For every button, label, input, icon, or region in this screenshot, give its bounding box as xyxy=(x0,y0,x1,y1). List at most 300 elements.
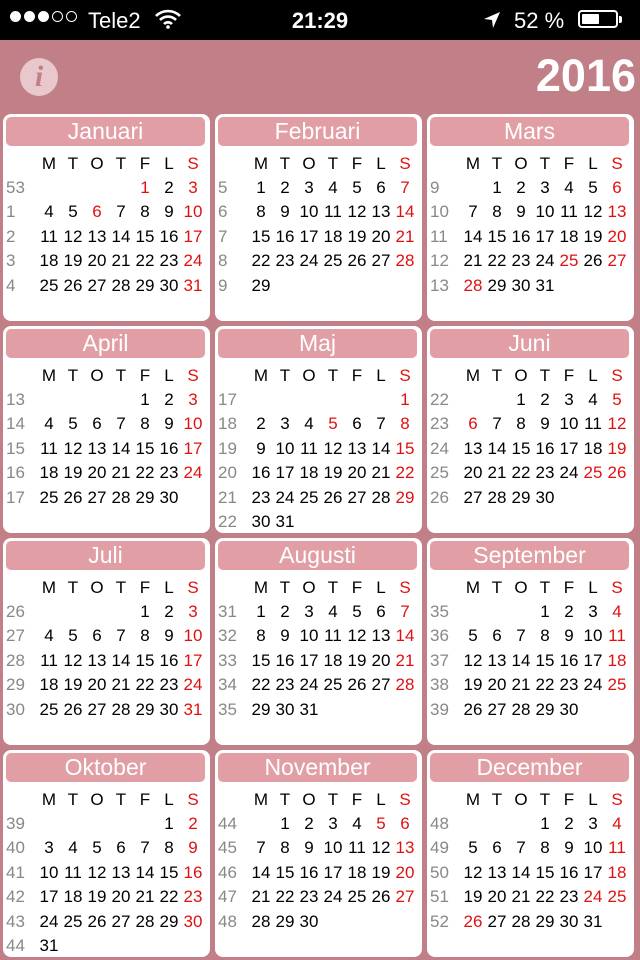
month-card-juli[interactable] xyxy=(3,538,210,745)
weekday-header: L xyxy=(376,366,386,385)
day-cell: 1 xyxy=(280,814,290,833)
day-cell: 25 xyxy=(323,251,343,271)
day-cell: 8 xyxy=(256,202,266,222)
week-number: 43 xyxy=(6,911,25,931)
weekday-header: M xyxy=(41,578,57,597)
day-cell: 19 xyxy=(323,463,343,483)
day-cell: 2 xyxy=(280,602,290,621)
day-cell: 10 xyxy=(183,414,203,434)
carrier-name: Tele2 xyxy=(88,8,141,33)
day-cell: 1 xyxy=(540,814,550,833)
day-cell: 19 xyxy=(583,226,603,246)
day-cell: 9 xyxy=(564,838,574,858)
day-cell: 30 xyxy=(535,487,555,507)
month-title: Juni xyxy=(430,329,629,358)
day-cell: 3 xyxy=(540,178,550,197)
day-cell: 5 xyxy=(92,838,102,858)
day-cell: 14 xyxy=(511,862,531,882)
week-number: 17 xyxy=(218,390,237,409)
week-number: 39 xyxy=(430,699,449,719)
day-cell: 11 xyxy=(608,626,626,646)
day-cell: 27 xyxy=(347,487,367,507)
day-cell: 7 xyxy=(516,626,526,646)
day-cell: 1 xyxy=(256,602,266,621)
day-cell: 3 xyxy=(588,814,598,833)
day-cell: 4 xyxy=(612,814,622,833)
week-number: 40 xyxy=(6,838,25,858)
day-cell: 13 xyxy=(487,862,507,882)
day-cell: 9 xyxy=(164,202,174,222)
day-cell: 20 xyxy=(487,675,507,695)
day-cell: 24 xyxy=(183,463,203,483)
day-cell: 6 xyxy=(468,414,478,434)
weekday-header: L xyxy=(588,790,598,809)
week-number: 2 xyxy=(6,226,16,246)
week-number: 3 xyxy=(6,251,16,271)
day-cell: 18 xyxy=(39,251,59,271)
week-number: 30 xyxy=(6,699,25,719)
weekday-header: T xyxy=(115,578,127,597)
day-cell: 9 xyxy=(540,414,550,434)
day-cell: 15 xyxy=(159,862,179,882)
day-cell: 16 xyxy=(559,650,579,670)
weekday-header: L xyxy=(164,578,174,597)
day-cell: 19 xyxy=(347,650,367,670)
day-cell: 23 xyxy=(159,463,179,483)
weekday-header: S xyxy=(611,790,623,809)
day-cell: 21 xyxy=(395,226,415,246)
day-cell: 19 xyxy=(63,463,83,483)
day-cell: 30 xyxy=(159,275,179,295)
day-cell: 15 xyxy=(135,650,155,670)
day-cell: 17 xyxy=(323,862,343,882)
day-cell: 3 xyxy=(188,602,198,621)
day-cell: 24 xyxy=(39,911,59,931)
weekday-header: L xyxy=(588,154,598,173)
day-cell: 2 xyxy=(256,414,266,434)
day-cell: 11 xyxy=(560,202,578,222)
day-cell: 26 xyxy=(463,911,483,931)
day-cell: 9 xyxy=(164,414,174,434)
weekday-header: L xyxy=(164,154,174,173)
day-cell: 22 xyxy=(159,887,179,907)
day-cell: 2 xyxy=(304,814,314,833)
day-cell: 28 xyxy=(111,699,131,719)
day-cell: 21 xyxy=(511,887,531,907)
weekday-header: T xyxy=(327,790,339,809)
day-cell: 18 xyxy=(63,887,83,907)
day-cell: 23 xyxy=(535,463,555,483)
week-number: 12 xyxy=(430,251,449,271)
day-cell: 19 xyxy=(607,438,627,458)
weekday-header: L xyxy=(376,154,386,173)
day-cell: 12 xyxy=(371,838,391,858)
week-number: 23 xyxy=(430,414,449,434)
day-cell: 26 xyxy=(347,675,367,695)
day-cell: 31 xyxy=(535,275,555,295)
day-cell: 13 xyxy=(87,650,107,670)
day-cell: 26 xyxy=(371,887,391,907)
weekday-header: O xyxy=(514,366,528,385)
week-number: 37 xyxy=(430,650,449,670)
day-cell: 2 xyxy=(516,178,526,197)
day-cell: 17 xyxy=(183,438,203,458)
week-number: 52 xyxy=(430,911,449,931)
day-cell: 23 xyxy=(159,251,179,271)
day-cell: 14 xyxy=(395,626,415,646)
month-card-oktober[interactable] xyxy=(3,750,210,957)
day-cell: 14 xyxy=(463,226,483,246)
day-cell: 10 xyxy=(299,626,319,646)
week-number: 5 xyxy=(218,178,228,197)
month-title: December xyxy=(430,753,629,782)
week-number: 29 xyxy=(6,675,25,695)
day-cell: 17 xyxy=(183,226,203,246)
day-cell: 19 xyxy=(347,226,367,246)
weekday-header: O xyxy=(90,154,104,173)
day-cell: 4 xyxy=(44,626,54,646)
info-button[interactable]: i xyxy=(20,58,58,96)
day-cell: 2 xyxy=(164,390,174,409)
location-arrow-icon xyxy=(482,10,502,36)
day-cell: 30 xyxy=(559,699,579,719)
month-card-februari[interactable] xyxy=(215,114,422,321)
day-cell: 18 xyxy=(607,650,627,670)
month-card-november[interactable] xyxy=(215,750,422,957)
day-cell: 16 xyxy=(535,438,555,458)
day-cell: 8 xyxy=(164,838,174,858)
day-cell: 30 xyxy=(299,911,319,931)
day-cell: 17 xyxy=(299,650,319,670)
day-cell: 10 xyxy=(183,202,203,222)
day-cell: 18 xyxy=(607,862,627,882)
weekday-header: T xyxy=(539,366,551,385)
weekday-header: L xyxy=(376,578,386,597)
day-cell: 14 xyxy=(511,650,531,670)
day-cell: 27 xyxy=(371,675,391,695)
day-cell: 3 xyxy=(328,814,338,833)
day-cell: 4 xyxy=(612,602,622,621)
day-cell: 27 xyxy=(395,887,415,907)
day-cell: 16 xyxy=(159,650,179,670)
day-cell: 8 xyxy=(140,414,150,434)
day-cell: 1 xyxy=(540,602,550,621)
day-cell: 9 xyxy=(304,838,314,858)
day-cell: 27 xyxy=(371,251,391,271)
month-card-mars[interactable] xyxy=(427,114,634,321)
day-cell: 7 xyxy=(116,414,126,434)
day-cell: 28 xyxy=(111,275,131,295)
day-cell: 11 xyxy=(40,438,58,458)
day-cell: 28 xyxy=(251,911,271,931)
day-cell: 23 xyxy=(511,251,531,271)
month-card-juni[interactable] xyxy=(427,326,634,533)
day-cell: 29 xyxy=(275,911,295,931)
day-cell: 14 xyxy=(111,438,131,458)
day-cell: 26 xyxy=(463,699,483,719)
week-number: 26 xyxy=(6,602,25,621)
month-title: Januari xyxy=(6,117,205,146)
day-cell: 29 xyxy=(511,487,531,507)
day-cell: 20 xyxy=(395,862,415,882)
month-card-maj[interactable] xyxy=(215,326,422,533)
day-cell: 25 xyxy=(39,275,59,295)
day-cell: 15 xyxy=(275,862,295,882)
day-cell: 18 xyxy=(559,226,579,246)
day-cell: 11 xyxy=(40,650,58,670)
month-title: Juli xyxy=(6,541,205,570)
day-cell: 20 xyxy=(463,463,483,483)
clock: 21:29 xyxy=(291,8,349,33)
day-cell: 21 xyxy=(487,463,507,483)
months-grid xyxy=(0,112,640,960)
weekday-header: F xyxy=(139,154,151,173)
weekday-header: S xyxy=(611,154,623,173)
day-cell: 7 xyxy=(400,602,410,621)
week-number: 47 xyxy=(218,887,237,907)
day-cell: 2 xyxy=(164,178,174,197)
day-cell: 16 xyxy=(559,862,579,882)
day-cell: 30 xyxy=(183,911,203,931)
week-number: 36 xyxy=(430,626,449,646)
day-cell: 23 xyxy=(559,887,579,907)
day-cell: 13 xyxy=(487,650,507,670)
weekday-header: F xyxy=(351,154,363,173)
month-card-april[interactable] xyxy=(3,326,210,533)
weekday-header: O xyxy=(514,154,528,173)
day-cell: 6 xyxy=(376,178,386,197)
week-number: 50 xyxy=(430,862,449,882)
month-card-december[interactable] xyxy=(427,750,634,957)
day-cell: 23 xyxy=(559,675,579,695)
day-cell: 30 xyxy=(511,275,531,295)
month-card-september[interactable] xyxy=(427,538,634,745)
week-number: 51 xyxy=(430,887,449,907)
day-cell: 23 xyxy=(159,675,179,695)
weekday-header: L xyxy=(588,578,598,597)
day-cell: 13 xyxy=(87,438,107,458)
day-cell: 18 xyxy=(347,862,367,882)
week-number: 33 xyxy=(218,650,237,670)
weekday-header: L xyxy=(588,366,598,385)
month-title: Oktober xyxy=(6,753,205,782)
day-cell: 17 xyxy=(299,226,319,246)
day-cell: 26 xyxy=(63,699,83,719)
day-cell: 29 xyxy=(487,275,507,295)
weekday-header: S xyxy=(611,366,623,385)
day-cell: 20 xyxy=(111,887,131,907)
day-cell: 17 xyxy=(39,887,59,907)
day-cell: 18 xyxy=(299,463,319,483)
day-cell: 25 xyxy=(583,463,603,483)
day-cell: 23 xyxy=(183,887,203,907)
weekday-header: F xyxy=(563,366,575,385)
weekday-header: F xyxy=(351,578,363,597)
week-number: 1 xyxy=(6,202,16,222)
weekday-header: M xyxy=(253,366,269,385)
day-cell: 1 xyxy=(140,602,150,621)
day-cell: 11 xyxy=(324,202,342,222)
day-cell: 12 xyxy=(323,438,343,458)
day-cell: 28 xyxy=(511,911,531,931)
week-number: 25 xyxy=(430,463,449,483)
day-cell: 5 xyxy=(68,626,78,646)
week-number: 11 xyxy=(430,226,448,246)
day-cell: 12 xyxy=(63,226,83,246)
weekday-header: S xyxy=(187,154,199,173)
day-cell: 16 xyxy=(251,463,271,483)
weekday-header: T xyxy=(491,154,503,173)
day-cell: 2 xyxy=(564,602,574,621)
day-cell: 4 xyxy=(564,178,574,197)
day-cell: 12 xyxy=(347,202,367,222)
day-cell: 12 xyxy=(63,438,83,458)
day-cell: 8 xyxy=(540,626,550,646)
day-cell: 16 xyxy=(275,226,295,246)
weekday-header: O xyxy=(90,790,104,809)
month-card-augusti[interactable] xyxy=(215,538,422,745)
day-cell: 29 xyxy=(535,911,555,931)
day-cell: 3 xyxy=(188,178,198,197)
day-cell: 1 xyxy=(140,390,150,409)
day-cell: 27 xyxy=(111,911,131,931)
day-cell: 25 xyxy=(63,911,83,931)
day-cell: 27 xyxy=(87,487,107,507)
week-number: 44 xyxy=(6,936,25,955)
header xyxy=(0,40,640,112)
day-cell: 24 xyxy=(535,251,555,271)
day-cell: 7 xyxy=(400,178,410,197)
weekday-header: O xyxy=(514,578,528,597)
day-cell: 22 xyxy=(535,887,555,907)
day-cell: 25 xyxy=(299,487,319,507)
day-cell: 7 xyxy=(116,202,126,222)
week-number: 45 xyxy=(218,838,237,858)
day-cell: 26 xyxy=(607,463,627,483)
day-cell: 9 xyxy=(188,838,198,858)
day-cell: 18 xyxy=(323,226,343,246)
day-cell: 28 xyxy=(395,675,415,695)
weekday-header: O xyxy=(302,578,316,597)
day-cell: 15 xyxy=(535,862,555,882)
day-cell: 24 xyxy=(275,487,295,507)
day-cell: 5 xyxy=(376,814,386,833)
day-cell: 21 xyxy=(511,675,531,695)
day-cell: 20 xyxy=(371,226,391,246)
day-cell: 21 xyxy=(395,650,415,670)
weekday-header: F xyxy=(351,790,363,809)
day-cell: 24 xyxy=(559,463,579,483)
day-cell: 18 xyxy=(39,675,59,695)
week-number: 41 xyxy=(6,862,25,882)
day-cell: 3 xyxy=(188,390,198,409)
weekday-header: O xyxy=(90,578,104,597)
day-cell: 4 xyxy=(44,414,54,434)
day-cell: 26 xyxy=(63,487,83,507)
day-cell: 3 xyxy=(588,602,598,621)
week-number: 9 xyxy=(218,275,228,295)
day-cell: 3 xyxy=(304,602,314,621)
battery-level xyxy=(582,14,599,24)
week-number: 4 xyxy=(6,275,16,295)
day-cell: 20 xyxy=(87,463,107,483)
day-cell: 16 xyxy=(299,862,319,882)
battery-icon xyxy=(578,10,618,28)
day-cell: 9 xyxy=(280,626,290,646)
day-cell: 15 xyxy=(511,438,531,458)
day-cell: 11 xyxy=(608,838,626,858)
day-cell: 10 xyxy=(323,838,343,858)
week-number: 21 xyxy=(218,487,237,507)
weekday-header: T xyxy=(279,154,291,173)
day-cell: 15 xyxy=(251,650,271,670)
day-cell: 22 xyxy=(275,887,295,907)
day-cell: 10 xyxy=(183,626,203,646)
week-number: 48 xyxy=(430,814,449,833)
week-number: 49 xyxy=(430,838,449,858)
day-cell: 4 xyxy=(328,602,338,621)
month-title: Maj xyxy=(218,329,417,358)
day-cell: 22 xyxy=(511,463,531,483)
day-cell: 4 xyxy=(328,178,338,197)
day-cell: 28 xyxy=(371,487,391,507)
day-cell: 13 xyxy=(371,626,391,646)
month-title: September xyxy=(430,541,629,570)
day-cell: 16 xyxy=(275,650,295,670)
day-cell: 9 xyxy=(564,626,574,646)
week-number: 13 xyxy=(6,390,25,409)
day-cell: 10 xyxy=(559,414,579,434)
day-cell: 24 xyxy=(299,251,319,271)
day-cell: 14 xyxy=(395,202,415,222)
day-cell: 22 xyxy=(135,675,155,695)
weekday-header: M xyxy=(253,154,269,173)
weekday-header: S xyxy=(399,154,411,173)
weekday-header: M xyxy=(465,790,481,809)
weekday-header: T xyxy=(279,578,291,597)
day-cell: 15 xyxy=(251,226,271,246)
week-number: 53 xyxy=(6,178,25,197)
day-cell: 13 xyxy=(111,862,131,882)
day-cell: 2 xyxy=(164,602,174,621)
day-cell: 28 xyxy=(135,911,155,931)
weekday-header: M xyxy=(41,366,57,385)
day-cell: 29 xyxy=(159,911,179,931)
day-cell: 29 xyxy=(535,699,555,719)
day-cell: 19 xyxy=(87,887,107,907)
day-cell: 20 xyxy=(87,675,107,695)
month-title: Augusti xyxy=(218,541,417,570)
day-cell: 1 xyxy=(492,178,502,197)
day-cell: 5 xyxy=(68,414,78,434)
weekday-header: L xyxy=(164,366,174,385)
week-number: 31 xyxy=(218,602,237,621)
day-cell: 6 xyxy=(92,626,102,646)
day-cell: 4 xyxy=(304,414,314,434)
month-card-januari[interactable] xyxy=(3,114,210,321)
day-cell: 22 xyxy=(535,675,555,695)
week-number: 35 xyxy=(430,602,449,621)
day-cell: 24 xyxy=(323,887,343,907)
day-cell: 13 xyxy=(87,226,107,246)
day-cell: 21 xyxy=(111,251,131,271)
weekday-header: T xyxy=(279,790,291,809)
day-cell: 28 xyxy=(511,699,531,719)
day-cell: 6 xyxy=(492,626,502,646)
day-cell: 17 xyxy=(275,463,295,483)
week-number: 16 xyxy=(6,463,25,483)
day-cell: 13 xyxy=(347,438,367,458)
